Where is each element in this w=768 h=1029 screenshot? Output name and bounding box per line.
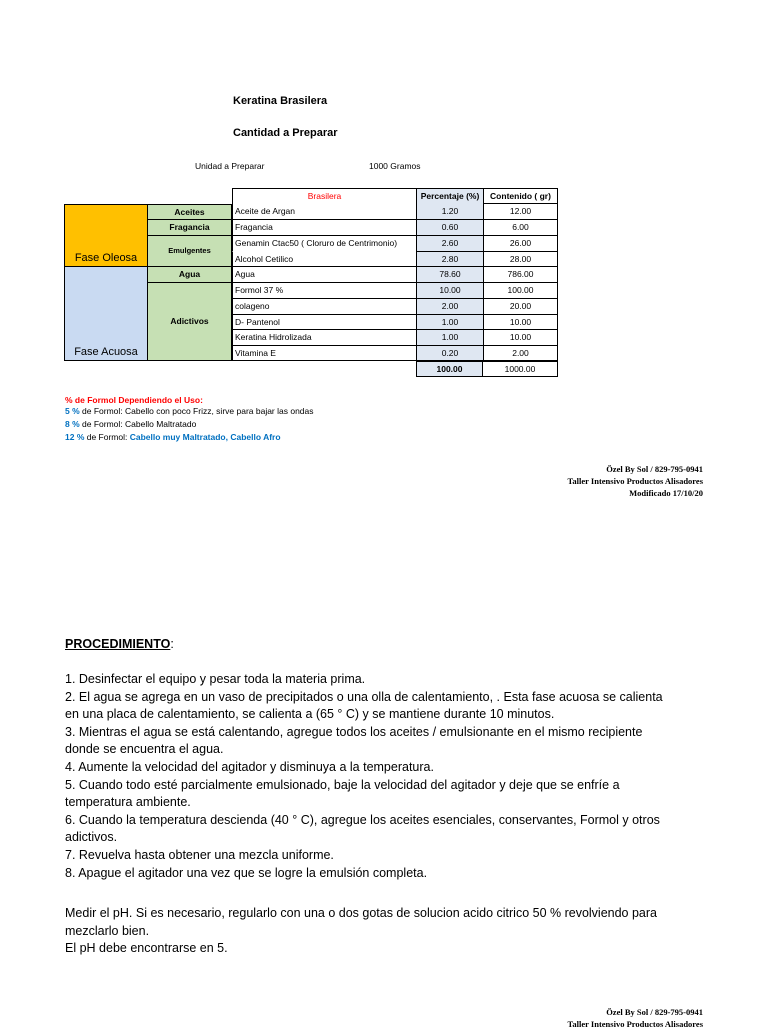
ingredient-name: Vitamina E bbox=[232, 346, 416, 361]
ingredient-name: Keratina Hidrolizada bbox=[232, 330, 416, 346]
formol-note-2-text: de Formol: Cabello Maltratado bbox=[79, 419, 197, 429]
group-agua: Agua bbox=[148, 267, 232, 283]
ingredient-content: 100.00 bbox=[483, 283, 558, 299]
ingredient-content: 10.00 bbox=[483, 330, 558, 346]
ingredient-percentage: 0.60 bbox=[416, 220, 483, 236]
ingredient-name: Genamin Ctac50 ( Cloruro de Centrimonio) bbox=[232, 236, 416, 252]
formol-note-3-text: de Formol: bbox=[84, 432, 130, 442]
ingredient-name: Alcohol Cetilico bbox=[232, 252, 416, 267]
ingredient-name: Formol 37 % bbox=[232, 283, 416, 299]
ingredient-percentage: 2.60 bbox=[416, 236, 483, 252]
procedure-step-line: 6. Cuando la temperatura descienda (40 ° C), agregue los aceites esenciales, conservantes, Formol y otros bbox=[65, 812, 660, 827]
ingredient-content: 6.00 bbox=[483, 220, 558, 236]
procedure-step-line: donde se encuentra el agua. bbox=[65, 742, 224, 757]
phase-acuosa: Fase Acuosa bbox=[64, 267, 148, 361]
procedure-step-line: temperatura ambiente. bbox=[65, 795, 191, 810]
procedure-step-line: 3. Mientras el agua se está calentando, agregue todos los aceites / emulsionante en el mismo recipiente bbox=[65, 724, 643, 739]
procedure-step-line: 8. Apague el agitador una vez que se logre la emulsión completa. bbox=[65, 865, 428, 880]
ingredient-percentage: 1.20 bbox=[416, 204, 483, 220]
ingredient-percentage: 2.00 bbox=[416, 299, 483, 315]
formol-note-3-highlight: Cabello muy Maltratado, Cabello Afro bbox=[129, 432, 281, 442]
procedure-step-line: 2. El agua se agrega en un vaso de precipitados o una olla de calentamiento, . Esta fase acuosa se calienta bbox=[65, 689, 663, 704]
procedure-step-line: 5. Cuando todo esté parcialmente emulsionado, baje la velocidad del agitador y deje que se enfríe a bbox=[65, 777, 620, 792]
footer-workshop: Taller Intensivo Productos Alisadores bbox=[567, 476, 703, 486]
ingredient-name: colageno bbox=[232, 299, 416, 315]
total-content: 1000.00 bbox=[483, 361, 558, 377]
ph-line-1: Medir el pH. Si es necesario, regularlo con una o dos gotas de solucion acido citrico 50 % revolviendo para bbox=[65, 906, 657, 920]
header-name: Brasilera bbox=[232, 188, 416, 204]
procedure-step-line: 1. Desinfectar el equipo y pesar toda la materia prima. bbox=[65, 672, 366, 686]
ingredient-name: D- Pantenol bbox=[232, 315, 416, 330]
formol-note-2 bbox=[65, 419, 196, 429]
document-subtitle: Cantidad a Preparar bbox=[233, 127, 338, 139]
procedure-title-colon: : bbox=[170, 637, 174, 651]
unit-value: 1000 Gramos bbox=[369, 161, 421, 171]
group-aceites: Aceites bbox=[148, 204, 232, 220]
procedure-title: PROCEDIMIENTO bbox=[65, 637, 171, 651]
group-fragancia: Fragancia bbox=[148, 220, 232, 236]
footer2-workshop: Taller Intensivo Productos Alisadores bbox=[567, 1019, 703, 1029]
procedure-steps bbox=[65, 671, 725, 882]
ingredient-name: Agua bbox=[232, 267, 416, 283]
footer-contact: Özel By Sol / 829-795-0941 bbox=[606, 464, 703, 474]
ph-line-2: mezclarlo bien. bbox=[65, 923, 150, 938]
header-content: Contenido ( gr) bbox=[483, 188, 558, 204]
ph-instructions bbox=[65, 905, 725, 958]
ingredient-content: 20.00 bbox=[483, 299, 558, 315]
procedure-step-line: 4. Aumente la velocidad del agitador y disminuya a la temperatura. bbox=[65, 759, 434, 774]
formol-note-1-text: de Formol: Cabello con poco Frizz, sirve para bajar las ondas bbox=[79, 406, 314, 416]
ingredient-content: 26.00 bbox=[483, 236, 558, 252]
formol-note-3-pct: 12 % bbox=[65, 432, 85, 442]
ingredient-name: Fragancia bbox=[232, 220, 416, 236]
procedure-step-line: en una placa de calentamiento, se calienta a (65 ° C) y se mantiene durante 10 minutos. bbox=[65, 707, 555, 722]
procedure-heading bbox=[65, 636, 174, 654]
group-emulgentes: Emulgentes bbox=[148, 236, 232, 267]
footer-modified: Modificado 17/10/20 bbox=[629, 488, 703, 498]
ingredient-content: 28.00 bbox=[483, 252, 558, 267]
ingredient-content: 12.00 bbox=[483, 204, 558, 220]
ingredient-content: 786.00 bbox=[483, 267, 558, 283]
ingredient-percentage: 78.60 bbox=[416, 267, 483, 283]
ingredient-percentage: 1.00 bbox=[416, 315, 483, 330]
ingredient-content: 10.00 bbox=[483, 315, 558, 330]
footer2-contact: Özel By Sol / 829-795-0941 bbox=[606, 1007, 703, 1017]
ingredient-percentage: 2.80 bbox=[416, 252, 483, 267]
formol-note-2-pct: 8 % bbox=[65, 419, 80, 429]
total-percentage: 100.00 bbox=[416, 361, 483, 377]
group-adictivos: Adictivos bbox=[148, 283, 232, 361]
ingredient-percentage: 1.00 bbox=[416, 330, 483, 346]
formol-note-1-pct: 5 % bbox=[65, 406, 80, 416]
unit-label: Unidad a Preparar bbox=[195, 161, 265, 171]
formol-note-1 bbox=[65, 406, 314, 416]
ingredient-name: Aceite de Argan bbox=[232, 204, 416, 220]
header-percentage: Percentaje (%) bbox=[416, 188, 483, 204]
ph-line-3: El pH debe encontrarse en 5. bbox=[65, 941, 228, 956]
ingredient-percentage: 0.20 bbox=[416, 346, 483, 361]
formol-note-3 bbox=[65, 432, 281, 442]
formol-notes-heading: % de Formol Dependiendo el Uso: bbox=[65, 395, 203, 405]
ingredient-percentage: 10.00 bbox=[416, 283, 483, 299]
phase-oleosa: Fase Oleosa bbox=[64, 204, 148, 267]
ingredient-content: 2.00 bbox=[483, 346, 558, 361]
document-title: Keratina Brasilera bbox=[233, 95, 328, 107]
procedure-step-line: 7. Revuelva hasta obtener una mezcla uniforme. bbox=[65, 847, 334, 862]
procedure-step-line: adictivos. bbox=[65, 830, 118, 845]
